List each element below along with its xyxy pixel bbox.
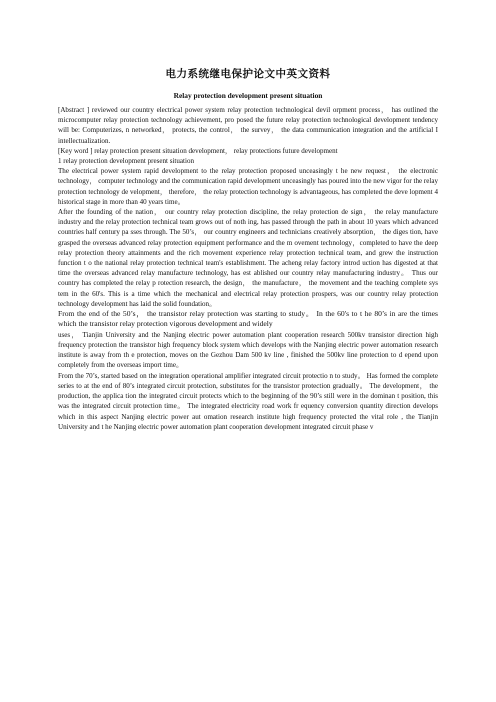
keywords-paragraph: [Key word ] relay protection present situation development， relay protections future development (58, 146, 338, 155)
body-paragraph: The electrical power system rapid development to the relay protection proposed unceasingly t he new request， the electronic technology， computer technology and the communication rapid development unceasingly has poured into the new vigor for the relay protection technology de velopment， therefore， the relay protection technology is advantageous, has completed the deve lopment 4 historical stage in more than 40 years time。 (58, 167, 438, 206)
document-title-english: Relay protection development present situation (173, 91, 323, 100)
body-paragraph: From the 70’s, started based on the integration operational amplifier integrated circuit protectio n to study。 Has formed the complete series to at the end of 80’s integrated circuit protection, substitutes for the transistor protection gradually。 The development， the production, the applica tion the integrated circuit protects which to the beginning of the 90’s still were in the dominan t position, this was the integrated circuit protection time。 The integrated electricity road work fr equency conversion quantity direction develops which in this aspect Nanjing electric power aut omation research institute high frequency protected the vital role , the Tianjin University and t he Nanjing electric power automation plant cooperation development integrated circuit phase v (58, 371, 438, 431)
document-title-chinese: 电力系统继电保护论文中英文资料 (165, 68, 331, 80)
section-heading: 1 relay protection development present situation (58, 157, 195, 166)
body-paragraph: From the end of the 50’s， the transistor relay protection was starting to study。 In the 60's to t he 80’s in are the times which the transistor relay protection vigorous development and widely (58, 309, 438, 329)
body-paragraph: After the founding of the nation， our country relay protection discipline, the relay protection de sign， the relay manufacture industry and the relay protection technical team grows out of noth ing, has passed through the path in about 10 years which advanced countries half century pa sses through. The 50’s， our country engineers and technicians creatively absorption， the diges tion, have grasped the overseas advanced relay protection equipment performance and the m ovement technology，completed to have the deep relay protection theory attainments and the rich movement experience relay protection technical team, and grew the instruction function t o the national relay protection technical team's establishment. The acheng relay factory introd uction has digested at that time the overseas advanced relay manufacture technology, has est ablished our country relay manufacturing industry。 Thus our country has completed the relay p rotection research, the design， the manufacture， the movement and the teaching complete sys tem in the 60's. This is a time which the mechanical and electrical relay protection prospers, was our country relay protection technology development has laid the solid foundation。 (58, 208, 438, 308)
body-paragraph: uses， Tianjin University and the Nanjing electric power automation plant cooperation research 500kv transistor direction high frequency protection the transistor high frequency block system which develops with the Nanjing electric power automation research institute is away from th e protection, moves on the Gezhou Dam 500 kv line , finished the 500kv line protection to d epend upon completely from the overseas import time。 (58, 330, 438, 370)
abstract-paragraph: [Abstract ] reviewed our country electrical power system relay protection technological devil orpment process， has outlined the microcomputer relay protection technology achievement, pro posed the future relay protection technological development tendency will be: Computerizes, n networked， protects, the control， the survey， the data communication integration and the artificial I intellectualization. (58, 106, 438, 145)
